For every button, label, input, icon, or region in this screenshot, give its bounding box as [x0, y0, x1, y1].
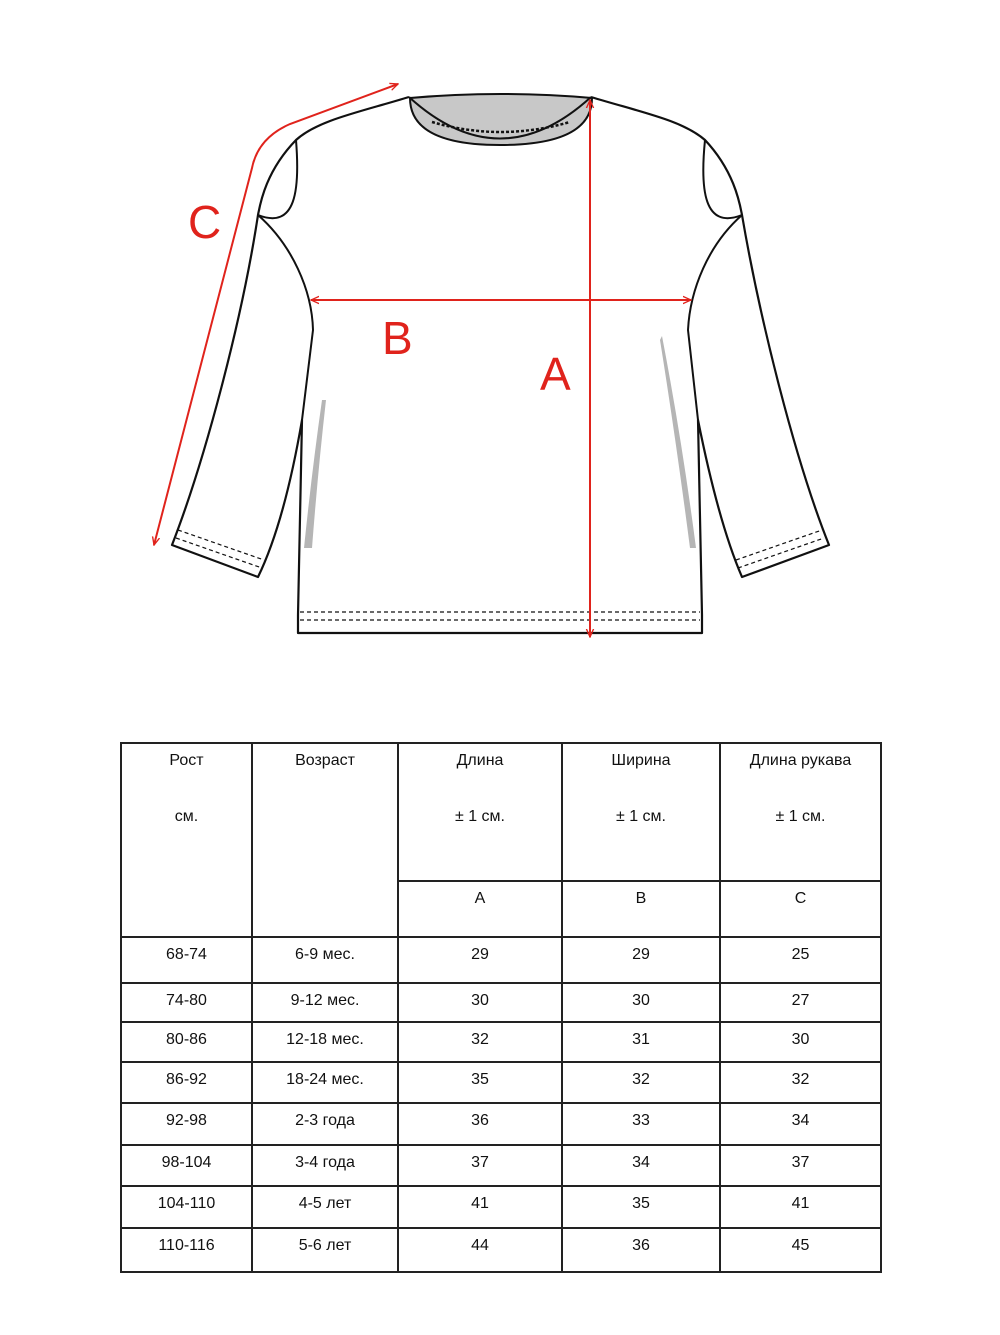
cell-age: 18-24 мес.: [252, 1062, 398, 1103]
cell-age: 5-6 лет: [252, 1228, 398, 1272]
cell-height: 74-80: [121, 983, 252, 1022]
cell-length: 44: [398, 1228, 562, 1272]
cell-height: 98-104: [121, 1145, 252, 1186]
cell-height: 92-98: [121, 1103, 252, 1145]
cell-width: 36: [562, 1228, 720, 1272]
cell-age: 4-5 лет: [252, 1186, 398, 1228]
cell-width: 33: [562, 1103, 720, 1145]
cell-width: 29: [562, 937, 720, 983]
cell-length: 41: [398, 1186, 562, 1228]
header-length: Длина ± 1 см.: [398, 743, 562, 881]
cell-height: 110-116: [121, 1228, 252, 1272]
header-sleeve-length: Длина рукава ± 1 см.: [720, 743, 881, 881]
size-table: [120, 742, 882, 1273]
cell-length: 30: [398, 983, 562, 1022]
cell-age: 6-9 мес.: [252, 937, 398, 983]
left-side-shade: [304, 400, 326, 548]
header-age: Возраст: [252, 743, 398, 937]
header-letter-b: B: [562, 881, 720, 937]
right-armhole-seam: [688, 140, 742, 420]
table-row: [121, 937, 881, 983]
cell-sleeve: 25: [720, 937, 881, 983]
header-letter-a: A: [398, 881, 562, 937]
header-letter-c: C: [720, 881, 881, 937]
table-row: [121, 1062, 881, 1103]
cell-length: 29: [398, 937, 562, 983]
table-row: [121, 1145, 881, 1186]
left-armhole-seam: [258, 140, 313, 420]
header-height: Рост см.: [121, 743, 252, 937]
cell-width: 31: [562, 1022, 720, 1062]
cell-sleeve: 32: [720, 1062, 881, 1103]
cell-height: 86-92: [121, 1062, 252, 1103]
cell-age: 9-12 мес.: [252, 983, 398, 1022]
header-width: Ширина ± 1 см.: [562, 743, 720, 881]
cell-sleeve: 41: [720, 1186, 881, 1228]
cell-sleeve: 45: [720, 1228, 881, 1272]
table-row: [121, 1228, 881, 1272]
cell-length: 37: [398, 1145, 562, 1186]
cell-age: 2-3 года: [252, 1103, 398, 1145]
right-side-shade: [660, 336, 696, 548]
table-row: [121, 1022, 881, 1062]
label-a: A: [540, 348, 571, 400]
cell-age: 3-4 года: [252, 1145, 398, 1186]
cell-width: 34: [562, 1145, 720, 1186]
cell-sleeve: 34: [720, 1103, 881, 1145]
cell-length: 36: [398, 1103, 562, 1145]
table-row: [121, 1103, 881, 1145]
label-c: C: [188, 196, 222, 248]
cell-width: 32: [562, 1062, 720, 1103]
cell-height: 68-74: [121, 937, 252, 983]
cell-length: 35: [398, 1062, 562, 1103]
cell-sleeve: 27: [720, 983, 881, 1022]
cell-width: 35: [562, 1186, 720, 1228]
cell-sleeve: 30: [720, 1022, 881, 1062]
cell-length: 32: [398, 1022, 562, 1062]
cell-height: 104-110: [121, 1186, 252, 1228]
cell-sleeve: 37: [720, 1145, 881, 1186]
cell-height: 80-86: [121, 1022, 252, 1062]
table-row: [121, 983, 881, 1022]
garment-outline: [172, 97, 829, 633]
hem-stitch: [300, 612, 700, 620]
cell-age: 12-18 мес.: [252, 1022, 398, 1062]
table-row: [121, 1186, 881, 1228]
label-b: B: [382, 312, 413, 364]
measure-line-c: [154, 84, 398, 545]
cell-width: 30: [562, 983, 720, 1022]
